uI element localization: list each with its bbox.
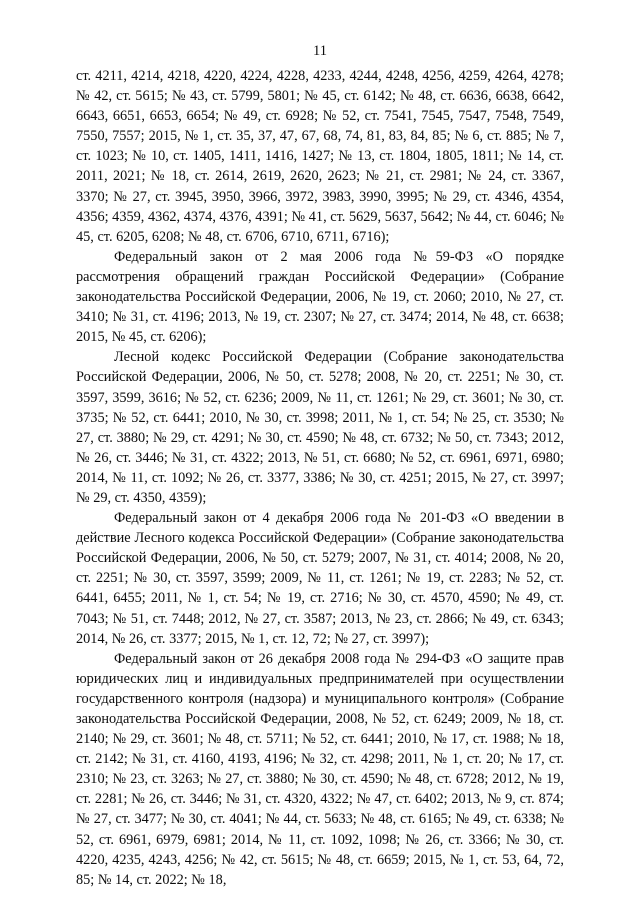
paragraph: Федеральный закон от 4 декабря 2006 года № 201-ФЗ «О введении в действие Лесного кодекса Российской Федерации» (Собрание законодательства Российской Федерации, 2006, № 50, ст. 5279; 2007, № 31, ст. 4014; 2008, № 20, ст. 2251; № 30, ст. 3597, 3599; 2009, № 11, ст. 1261; № 19, ст. 2283; № 52, ст. 6441, 6455; 2011, № 1, ст. 54; № 19, ст. 2716; № 30, ст. 4570, 4590; № 49, ст. 7043; № 51, ст. 7448; 2012, № 27, ст. 3587; 2013, № 23, ст. 2866; № 49, ст. 6343; 2014, № 26, ст. 3377; 2015, № 1, ст. 12, 72; № 27, ст. 3997); [76, 510, 564, 647]
paragraph: Федеральный закон от 2 мая 2006 года №59-ФЗ «О порядке рассмотрения обращений граждан Российской Федерации» (Собрание законодательства Российской Федерации, 2006, № 19, ст. 2060; 2010, № 27, ст. 3410; № 31, ст. 4196; 2013, № 19, ст. 2307; № 27, ст. 3474; 2014, № 48, ст. 6638; 2015, № 45, ст. 6206); [76, 248, 564, 346]
page-number: 11 [313, 43, 327, 59]
paragraph: Федеральный закон от 26 декабря 2008 года № 294-ФЗ «О защите прав юридических лиц и индивидуальных предпринимателей при осуществлении государственного контроля (надзора) и муниципального контроля» (Собрание законодательства Российской Федерации, 2008, № 52, ст. 6249; 2009, № 18, ст. 2140; № 29, ст. 3601; № 48, ст. 5711; № 52, ст. 6441; 2010, № 17, ст. 1988; № 18, ст. 2142; № 31, ст. 4160, 4193, 4196; № 32, ст. 4298; 2011, № 1, ст. 20; № 17, ст. 2310; № 23, ст. 3263; № 27, ст. 3880; № 30, ст. 4590; № 48, ст. 6728; 2012, № 19, ст. 2281; № 26, ст. 3446; № 31, ст. 4320, 4322; № 47, ст. 6402; 2013, № 9, ст. 874; № 27, ст. 3477; № 30, ст. 4041; № 44, ст. 5633; № 48, ст. 6165; № 49, ст. 6338; № 52, ст. 6961, 6979, 6981; 2014, № 11, ст. 1092, 1098; № 26, ст. 3366; № 30, ст. 4220, 4235, 4243, 4256; № 42, ст. 5615; № 48, ст. 6659; 2015, № 1, ст. 53, 64, 72, 85; № 14, ст. 2022; № 18, [76, 650, 564, 888]
document-body [76, 66, 564, 890]
paragraph: ст. 4211, 4214, 4218, 4220, 4224, 4228, 4233, 4244, 4248, 4256, 4259, 4264, 4278; № 42, ст. 5615; № 43, ст. 5799, 5801; № 45, ст. 6142; № 48, ст. 6636, 6638, 6642, 6643, 6651, 6653, 6654; № 49, ст. 6928; № 52, ст. 7541, 7545, 7547, 7548, 7549, 7550, 7557; 2015, № 1, ст. 35, 37, 47, 67, 68, 74, 81, 83, 84, 85; № 6, ст. 885; № 7, ст. 1023; № 10, ст. 1405, 1411, 1416, 1427; № 13, ст. 1804, 1805, 1811; № 14, ст. 2011, 2021; № 18, ст. 2614, 2619, 2620, 2623; № 21, ст. 2981; № 24, ст. 3367, 3370; № 27, ст. 3945, 3950, 3966, 3972, 3983, 3990, 3995; № 29, ст. 4346, 4354, 4356; 4359, 4362, 4374, 4376, 4391; № 41, ст. 5629, 5637, 5642; № 44, ст. 6046; № 45, ст. 6205, 6208; № 48, ст. 6706, 6710, 6711, 6716); [76, 68, 564, 245]
paragraph: Лесной кодекс Российской Федерации (Собрание законодательства Российской Федерации, 2006, № 50, ст. 5278; 2008, № 20, ст. 2251; № 30, ст. 3597, 3599, 3616; № 52, ст. 6236; 2009, № 11, ст. 1261; № 29, ст. 3601; № 30, ст. 3735; № 52, ст. 6441; 2010, № 30, ст. 3998; 2011, № 1, ст. 54; № 25, ст. 3530; № 27, ст. 3880; № 29, ст. 4291; № 30, ст. 4590; № 48, ст. 6732; № 50, ст. 7343; 2012, № 26, ст. 3446; № 31, ст. 4322; 2013, № 51, ст. 6680; № 52, ст. 6961, 6971, 6980; 2014, № 11, ст. 1092; № 26, ст. 3377, 3386; № 30, ст. 4251; 2015, № 27, ст. 3997; № 29, ст. 4350, 4359); [76, 349, 564, 506]
